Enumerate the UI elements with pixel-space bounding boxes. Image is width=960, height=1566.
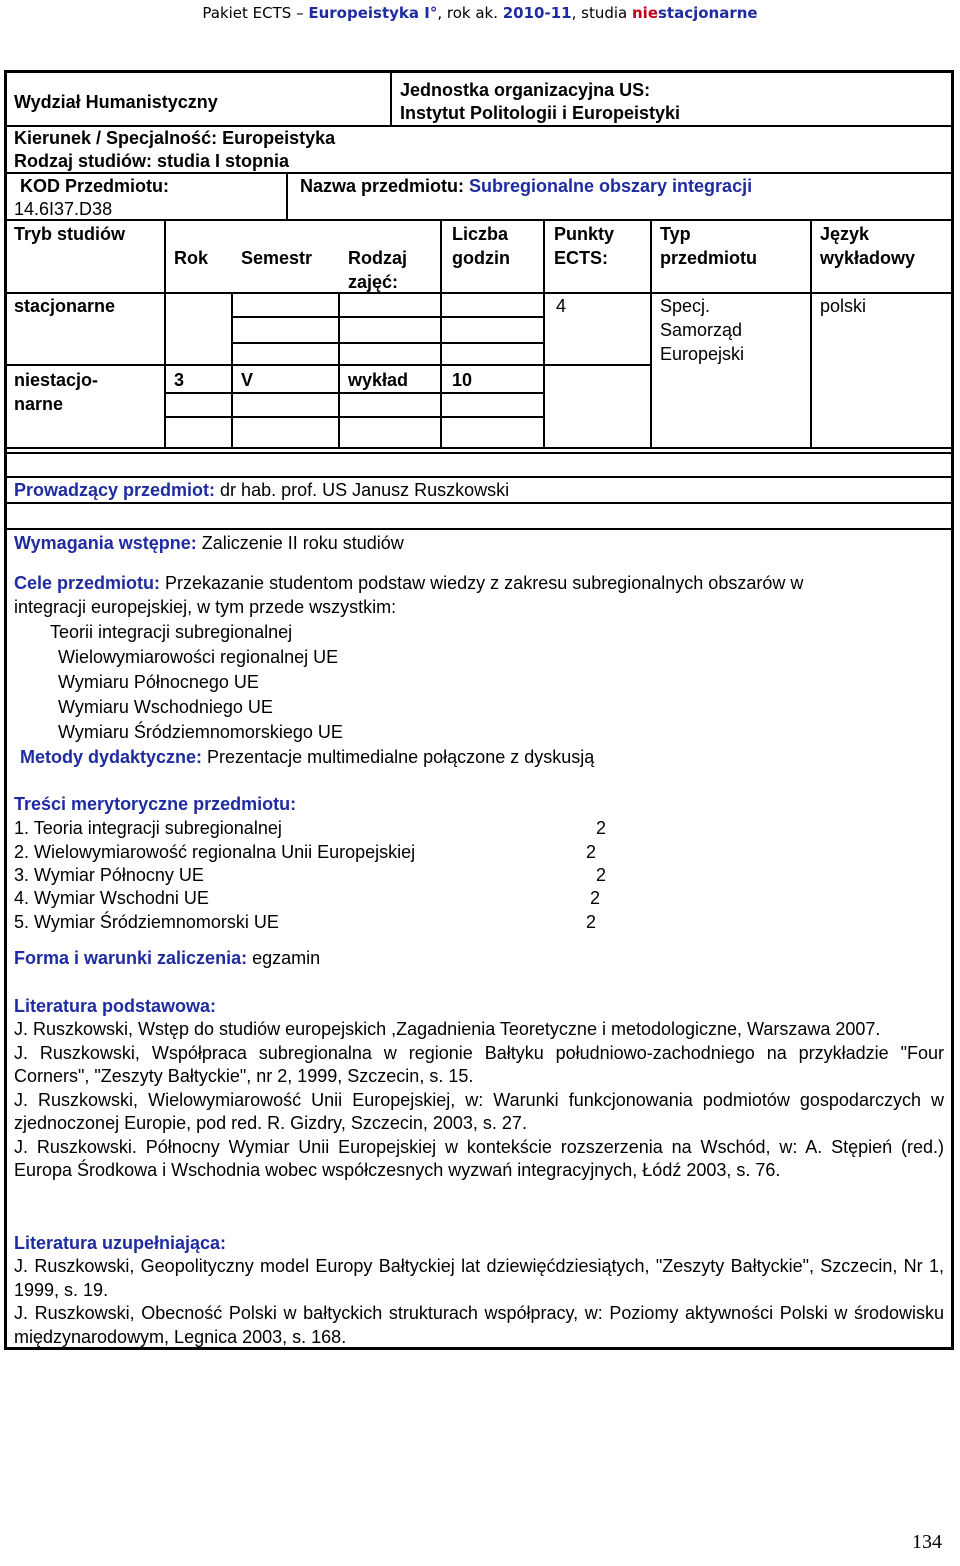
- page-number: 134: [912, 1531, 942, 1553]
- study-type: Rodzaj studiów: studia I stopnia: [14, 151, 290, 171]
- instructor-value: dr hab. prof. US Janusz Ruszkowski: [220, 480, 510, 500]
- col-hours-2: godzin: [452, 248, 510, 268]
- instructor: [14, 478, 509, 502]
- contents-hours: 2: [596, 818, 607, 838]
- contents-item: 4. Wymiar Wschodni UE: [14, 888, 209, 908]
- ects-value: 4: [556, 296, 567, 316]
- language-value: polski: [820, 296, 867, 316]
- goals-line-2: integracji europejskiej, w tym przede wszystkim:: [14, 597, 397, 617]
- contents-hours: 2: [586, 912, 597, 932]
- col-year: Rok: [174, 248, 209, 268]
- header-mode: stacjonarne: [658, 4, 758, 22]
- goals-item: Wymiaru Północnego UE: [58, 672, 259, 692]
- header-nie: nie: [632, 4, 658, 22]
- contents-item: 1. Teoria integracji subregionalnej: [14, 818, 282, 838]
- contents-hours: 2: [590, 888, 601, 908]
- col-language-1: Język: [820, 224, 870, 244]
- course-name-label: Nazwa przedmiotu:: [300, 176, 470, 196]
- literature-entry: J. Ruszkowski, Wstęp do studiów europejskich ,Zagadnienia Teoretyczne i metodologiczne, Warszawa 2007.: [14, 1019, 881, 1039]
- header-part: , rok ak.: [437, 4, 503, 22]
- supplementary-literature-label: Literatura uzupełniająca:: [14, 1233, 227, 1253]
- row-stationary: stacjonarne: [14, 296, 116, 316]
- instructor-label: Prowadzący przedmiot:: [14, 480, 221, 500]
- col-class-type-2: zajęć:: [348, 272, 399, 292]
- course-code-value: 14.6I37.D38: [14, 199, 113, 219]
- literature-entry: J. Ruszkowski, Wielowymiarowość Unii Europejskiej, w: Warunki funkcjonowania podmiotów gospodarczych w zjednoczonej Europie, pod red. R. Gizdry, Szczecin, 2003, s. 27.: [14, 1089, 944, 1133]
- contents-hours: 2: [596, 865, 607, 885]
- methods: [20, 745, 594, 769]
- col-type-1: Typ: [660, 224, 691, 244]
- goals-text-1: Przekazanie studentom podstaw wiedzy z zakresu subregionalnych obszarów w: [165, 573, 804, 593]
- basic-literature-list: [14, 1018, 944, 1183]
- col-class-type-1: Rodzaj: [348, 248, 408, 268]
- col-ects-1: Punkty: [554, 224, 615, 244]
- prerequisites-label: Wymagania wstępne:: [14, 533, 202, 553]
- header-year: 2010-11: [502, 4, 572, 22]
- unit-label: Jednostka organizacyjna US:: [400, 80, 651, 100]
- goals-line-1: [14, 571, 803, 595]
- literature-entry: J. Ruszkowski, Obecność Polski w bałtyckich strukturach współpracy, w: Poziomy aktywności Polski w środowisku międzynarodowym, Legnica 2003, s. 168.: [14, 1303, 944, 1347]
- contents-item: 2. Wielowymiarowość regionalna Unii Europejskiej: [14, 842, 416, 862]
- header-part: Pakiet ECTS –: [202, 4, 309, 22]
- literature-entry: J. Ruszkowski, Geopolityczny model Europy Bałtyckiej lat dziewięćdziesiątych, "Zeszyty Bałtyckie", Szczecin, Nr 1, 1999, s. 19.: [14, 1256, 944, 1300]
- contents-item: 5. Wymiar Śródziemnomorski UE: [14, 912, 279, 932]
- goals-item: Wielowymiarowości regionalnej UE: [58, 647, 339, 667]
- course-type-2: Samorząd: [660, 320, 743, 340]
- course-type-1: Specj.: [660, 296, 711, 316]
- field-of-study: Kierunek / Specjalność: Europeistyka: [14, 128, 336, 148]
- prerequisites-value: Zaliczenie II roku studiów: [201, 533, 404, 553]
- col-mode: Tryb studiów: [14, 224, 126, 244]
- unit-value: Instytut Politologii i Europeistyki: [400, 103, 681, 123]
- literature-entry: J. Ruszkowski. Północny Wymiar Unii Europejskiej w kontekście rozszerzenia na Wschód, w: A. Stępień (red.) Europa Środkowa i Wschodnia wobec współczesnych wyzwań integracyjnych, Łódź 2003, s. 76.: [14, 1136, 944, 1180]
- page-header: [0, 4, 960, 22]
- assessment-value: egzamin: [252, 948, 321, 968]
- goals-label: Cele przedmiotu:: [14, 573, 166, 593]
- header-program: Europeistyka I°: [308, 4, 438, 22]
- methods-value: Prezentacje multimedialne połączone z dyskusją: [207, 747, 595, 767]
- header-part: , studia: [571, 4, 632, 22]
- semester-value: V: [241, 370, 254, 390]
- goals-item: Wymiaru Śródziemnomorskiego UE: [58, 722, 343, 742]
- col-language-2: wykładowy: [820, 248, 916, 268]
- literature-entry: J. Ruszkowski, Współpraca subregionalna w regionie Bałtyku południowo-zachodniego na przykładzie "Four Corners", "Zeszyty Bałtyckie", nr 2, 1999, Szczecin, s. 15.: [14, 1042, 944, 1086]
- class-type-value: wykład: [348, 370, 409, 390]
- goals-item: Wymiaru Wschodniego UE: [58, 697, 273, 717]
- course-code-label: KOD Przedmiotu:: [20, 176, 170, 196]
- supplementary-literature-list: [14, 1255, 944, 1349]
- year-value: 3: [174, 370, 185, 390]
- row-nonstationary-2: narne: [14, 394, 64, 414]
- course-type-3: Europejski: [660, 344, 745, 364]
- prerequisites: [14, 531, 404, 555]
- assessment: [14, 946, 320, 970]
- col-type-2: przedmiotu: [660, 248, 757, 268]
- hours-value: 10: [452, 370, 473, 390]
- col-semester: Semestr: [241, 248, 313, 268]
- row-nonstationary-1: niestacjo-: [14, 370, 99, 390]
- assessment-label: Forma i warunki zaliczenia:: [14, 948, 253, 968]
- methods-label: Metody dydaktyczne:: [20, 747, 208, 767]
- col-hours-1: Liczba: [452, 224, 509, 244]
- basic-literature-label: Literatura podstawowa:: [14, 996, 217, 1016]
- course-name-value: Subregionalne obszary integracji: [469, 176, 753, 196]
- contents-hours: 2: [586, 842, 597, 862]
- goals-item: Teorii integracji subregionalnej: [50, 622, 293, 642]
- faculty-name: Wydział Humanistyczny: [14, 92, 218, 112]
- contents-label: Treści merytoryczne przedmiotu:: [14, 794, 297, 814]
- contents-item: 3. Wymiar Północny UE: [14, 865, 204, 885]
- col-ects-2: ECTS:: [554, 248, 608, 268]
